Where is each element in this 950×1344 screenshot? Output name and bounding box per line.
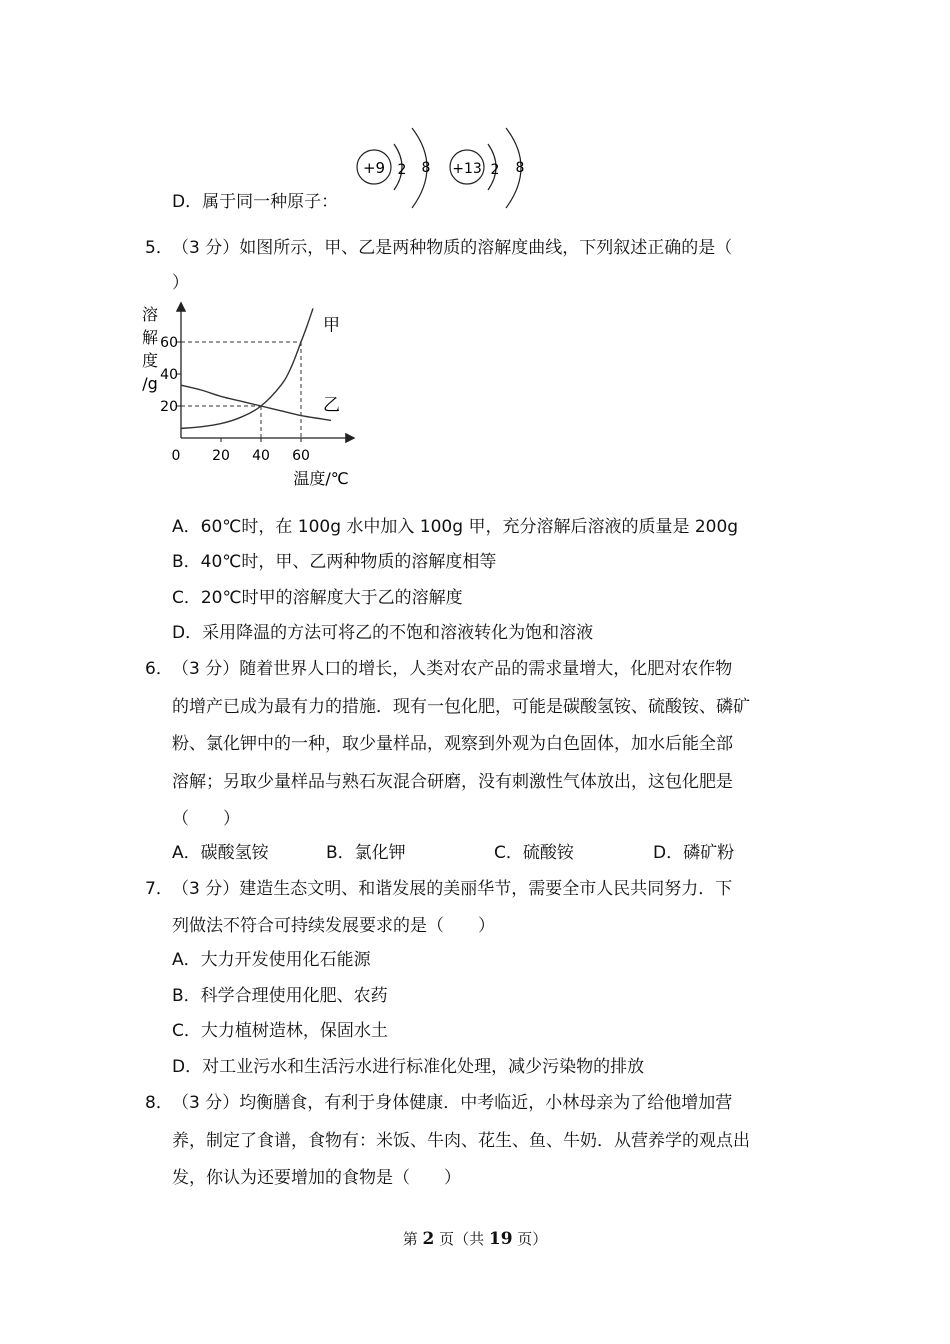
series-line-1 (181, 308, 313, 428)
atom-diagram-1 (357, 128, 430, 208)
q8-stem-line-3: 发，你认为还要增加的食物是（ ） (172, 1168, 461, 1188)
q6-option-d: D．磷矿粉 (653, 843, 735, 863)
atom1-shell2: 8 (421, 160, 431, 176)
q8-number: 8． (145, 1093, 173, 1113)
y-tick-label-20: 20 (160, 399, 178, 415)
q6-stem-line-3: 粉、氯化钾中的一种，取少量样品，观察到外观为白色固体，加水后能全部 (172, 734, 733, 754)
q8-stem-line-2: 养，制定了食谱，食物有：米饭、牛肉、花生、鱼、牛奶．从营养学的观点出 (172, 1131, 750, 1151)
atom1-shell1: 2 (397, 162, 407, 178)
y-tick-label-60: 60 (160, 335, 178, 351)
q7-option-d: D．对工业污水和生活污水进行标准化处理，减少污染物的排放 (172, 1057, 645, 1077)
q6-stem-line-2: 的增产已成为最有力的措施．现有一包化肥，可能是碳酸氢铵、硫酸铵、磷矿 (172, 697, 750, 717)
q6-stem-line-4: 溶解；另取少量样品与熟石灰混合研磨，没有刺激性气体放出，这包化肥是 (172, 772, 733, 792)
ylabel-char-4: /g (142, 374, 158, 393)
y-tick-label-40: 40 (160, 367, 178, 383)
q7-stem-line-2: 列做法不符合可持续发展要求的是（ ） (172, 916, 495, 936)
series-label-2: 乙 (323, 395, 340, 416)
q5-stem-line-1: （3 分）如图所示，甲、乙是两种物质的溶解度曲线，下列叙述正确的是（ (172, 238, 733, 258)
x-tick-label-40: 40 (252, 448, 270, 464)
q6-number: 6． (145, 659, 173, 679)
solubility-chart (138, 300, 368, 500)
q5-option-c: C．20℃时甲的溶解度大于乙的溶解度 (172, 588, 463, 608)
ylabel-char-2: 解 (141, 328, 159, 347)
footer-prefix: 第 (402, 1230, 423, 1248)
q6-option-a: A．碳酸氢铵 (172, 843, 269, 863)
atom-diagram-2 (450, 128, 524, 208)
q4-option-d: D．属于同一种原子： (172, 192, 339, 212)
series-line-2 (181, 385, 331, 420)
q5-option-d: D．采用降温的方法可将乙的不饱和溶液转化为饱和溶液 (172, 623, 594, 643)
q5-stem-line-2: ） (172, 273, 189, 293)
atom2-nucleus: +13 (452, 161, 482, 177)
q7-option-b: B．科学合理使用化肥、农药 (172, 986, 388, 1006)
footer-total-pages: 19 (488, 1229, 513, 1249)
footer-suffix: 页） (512, 1230, 548, 1248)
footer-page-number: 2 (422, 1229, 435, 1249)
q5-number: 5． (145, 238, 173, 258)
q8-stem-line-1: （3 分）均衡膳食，有利于身体健康．中考临近，小林母亲为了给他增加营 (172, 1093, 733, 1113)
ylabel-char-1: 溶 (141, 305, 159, 324)
page-footer (0, 1228, 950, 1249)
q6-option-c: C．硫酸铵 (494, 843, 574, 863)
q7-stem-line-1: （3 分）建造生态文明、和谐发展的美丽华节，需要全市人民共同努力．下 (172, 879, 733, 899)
atom-structure-diagrams (350, 122, 550, 212)
x-tick-label-60: 60 (292, 448, 310, 464)
atom1-nucleus: +9 (362, 159, 386, 177)
x-tick-label-20: 20 (212, 448, 230, 464)
ylabel-char-3: 度 (141, 351, 159, 370)
q5-option-a: A．60℃时，在 100g 水中加入 100g 甲，充分溶解后溶液的质量是 200g (172, 517, 739, 537)
origin-label: 0 (171, 448, 181, 464)
x-axis-label: 温度/℃ (293, 469, 349, 488)
q5-option-b: B．40℃时，甲、乙两种物质的溶解度相等 (172, 552, 497, 572)
footer-middle: 页（共 (434, 1230, 489, 1248)
atom2-shell2: 8 (515, 160, 525, 176)
q7-option-a: A．大力开发使用化石能源 (172, 950, 371, 970)
q7-number: 7． (145, 879, 173, 899)
q7-option-c: C．大力植树造林，保固水土 (172, 1021, 388, 1041)
q6-option-b: B．氯化钾 (326, 843, 406, 863)
series-label-1: 甲 (323, 315, 340, 336)
atom2-shell1: 2 (490, 162, 500, 178)
q6-stem-line-5: （ ） (172, 809, 240, 829)
q6-stem-line-1: （3 分）随着世界人口的增长，人类对农产品的需求量增大，化肥对农作物 (172, 659, 733, 679)
